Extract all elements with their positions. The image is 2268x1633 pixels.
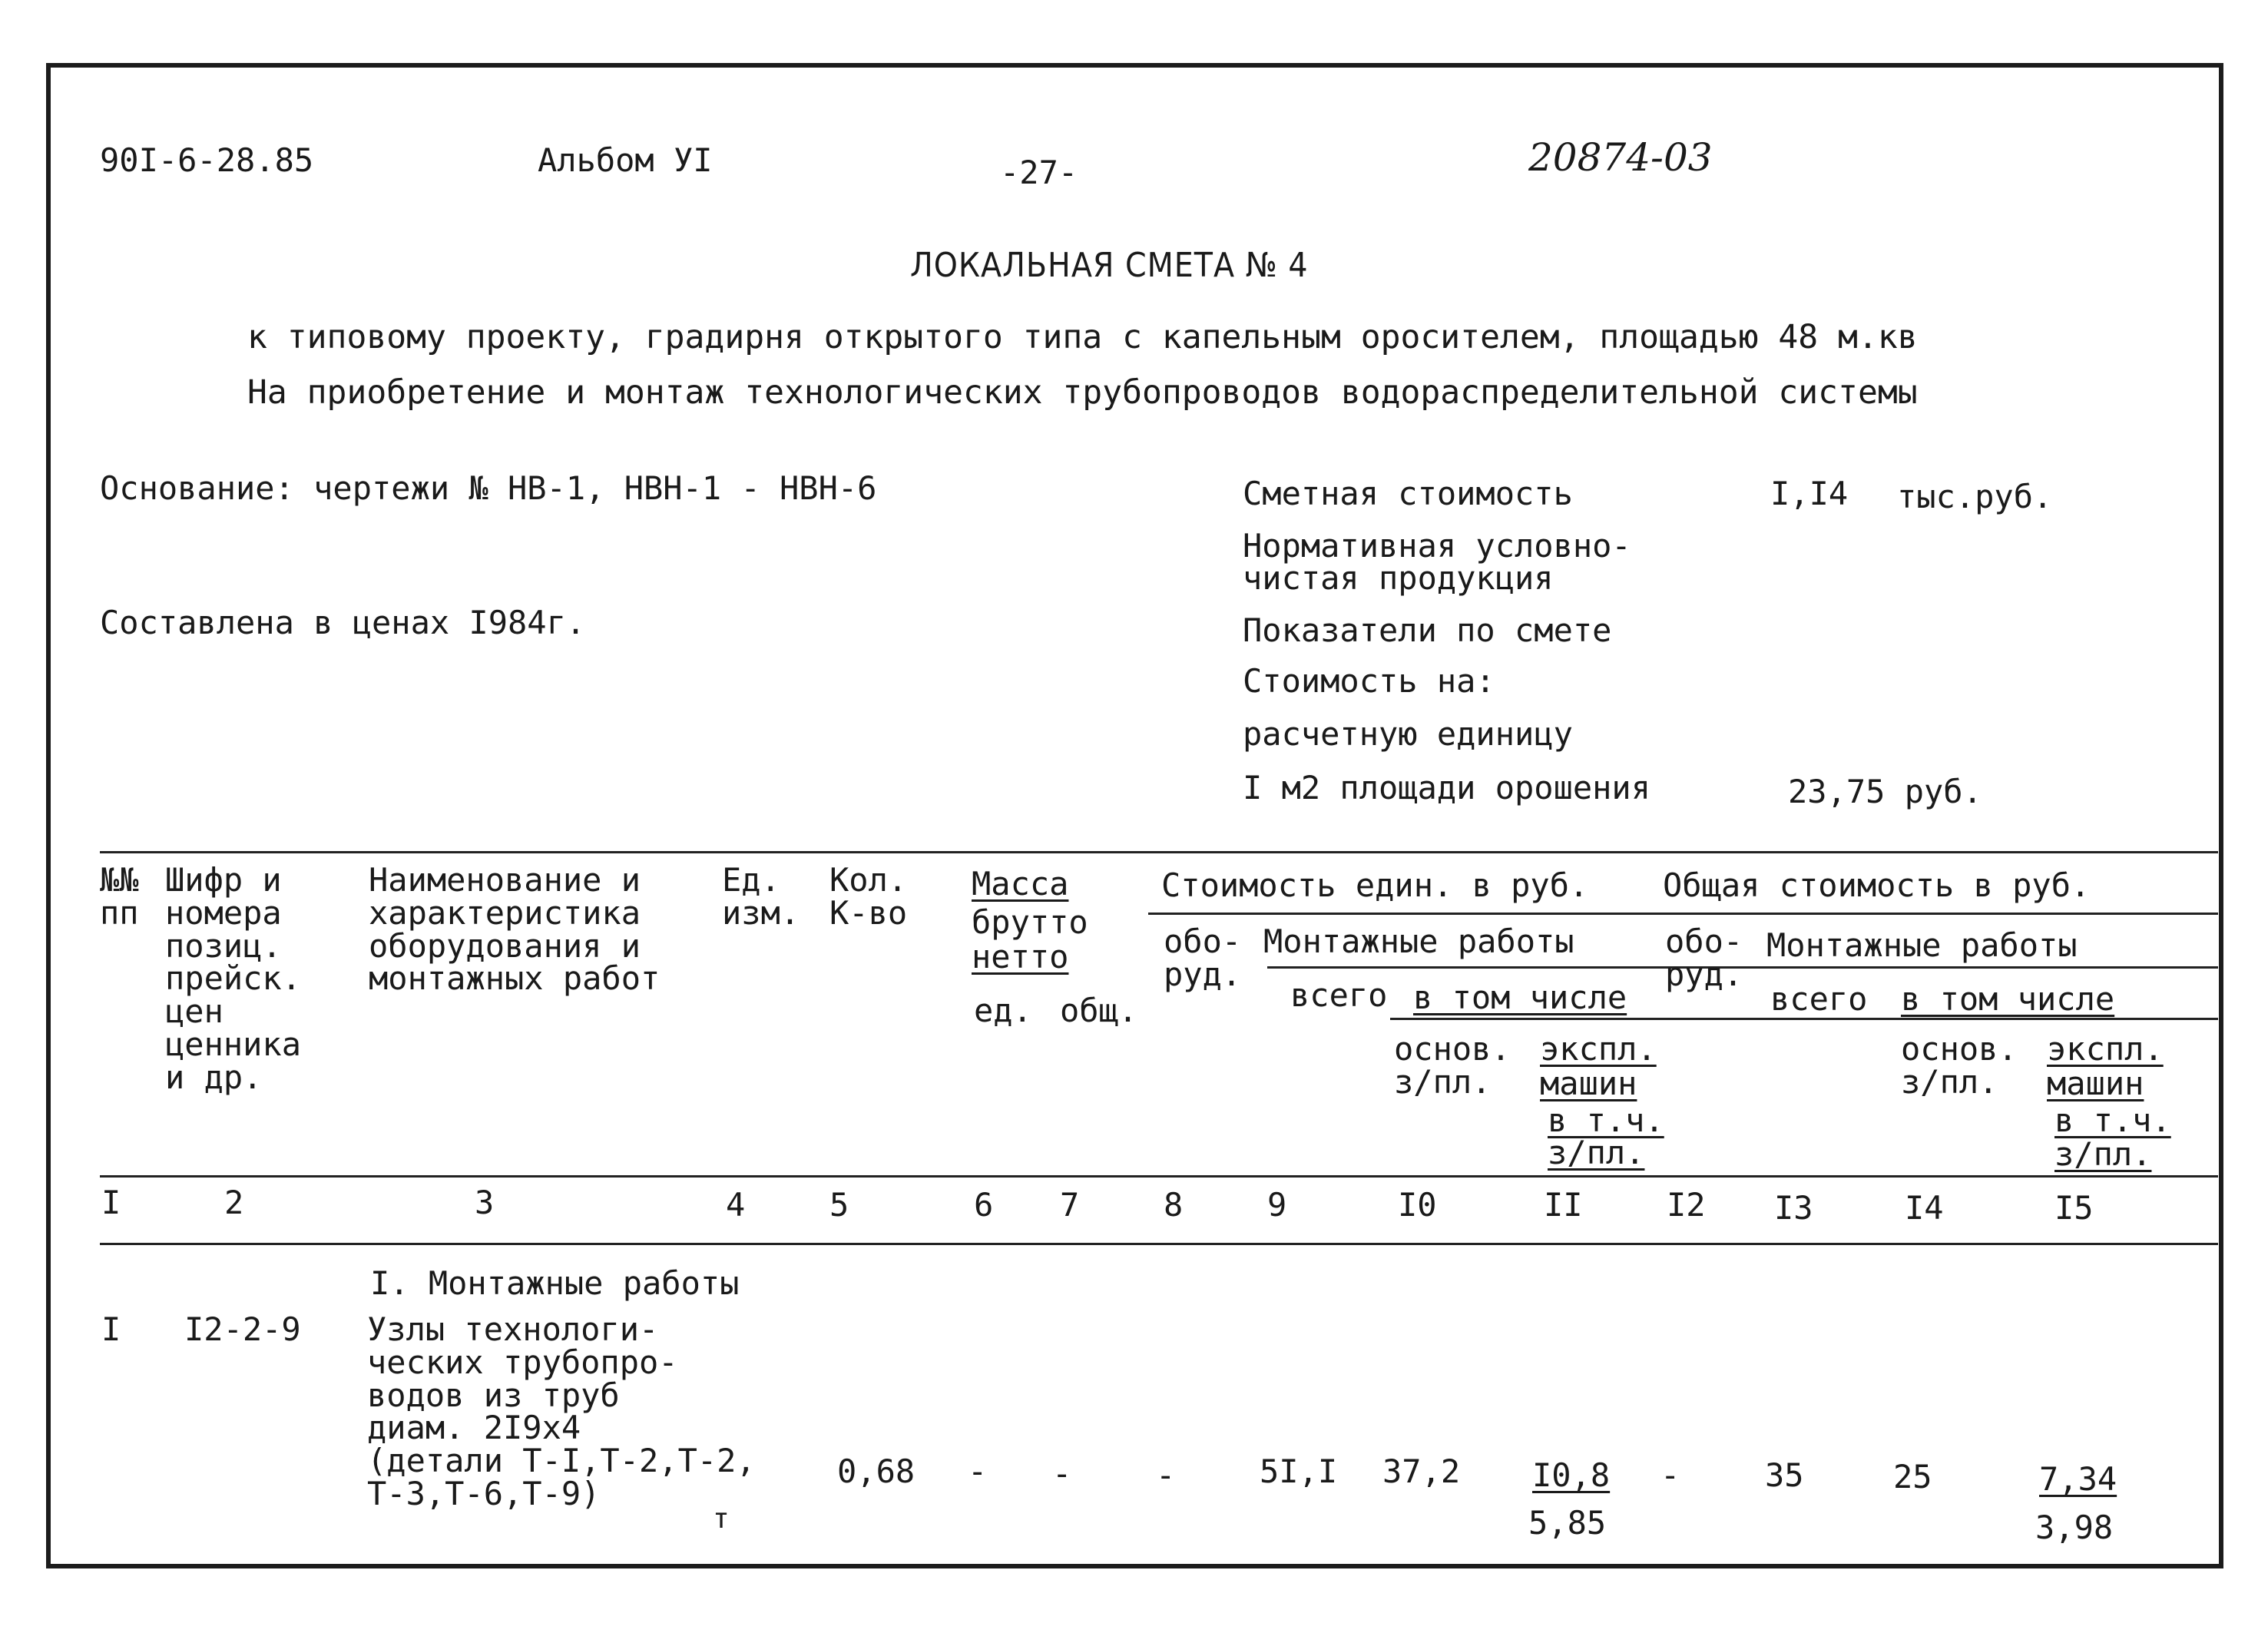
header-mashin-total: машин <box>2047 1065 2144 1102</box>
area-label: I м2 площади орошения <box>1243 769 1651 807</box>
header-equip-total: обо- руд. <box>1665 922 1743 993</box>
header-vtom-unit: в том числе <box>1413 979 1627 1016</box>
basis-prices: Составлена в ценах I984г. <box>100 604 586 641</box>
header-vtom-total: в том числе <box>1901 980 2115 1018</box>
header-total-cost: Общая стоимость в руб. <box>1663 866 2091 904</box>
subheader-rule <box>1390 1018 2218 1020</box>
header-bottom-rule <box>100 1175 2218 1178</box>
header-install-unit: Монтажные работы <box>1263 922 1574 960</box>
row-total: 35 <box>1765 1456 1804 1494</box>
row-mass-total: - <box>1052 1455 1072 1492</box>
row-total-machines: 7,34 <box>2039 1460 2117 1498</box>
col-num-4: 4 <box>726 1186 746 1224</box>
col-num-5: 5 <box>829 1186 849 1224</box>
header-mass-obsh: общ. <box>1060 992 1138 1029</box>
header-col5: Кол. К-во <box>829 861 908 932</box>
row-install-total: 5I,I <box>1260 1452 1338 1490</box>
col-num-11: II <box>1544 1186 1583 1224</box>
cost-unit: тыс.руб. <box>1897 478 2053 515</box>
col-num-13: I3 <box>1774 1189 1813 1227</box>
header-zpl-unit: з/пл. <box>1548 1134 1645 1171</box>
row-unit: т <box>713 1503 730 1535</box>
header-unit-cost: Стоимость един. в руб. <box>1161 866 1589 904</box>
estimate-title: ЛОКАЛЬНАЯ СМЕТА № 4 <box>910 246 1309 285</box>
header-vtch-unit: в т.ч. <box>1548 1101 1664 1139</box>
column-number-rule <box>100 1243 2218 1245</box>
project-code: 90I-6-28.85 <box>100 141 314 179</box>
header-ekspl-unit: экспл. <box>1540 1030 1657 1068</box>
header-col3: Наименование и характеристика оборудования и монтажных работ <box>369 861 661 998</box>
cost-label: Сметная стоимость <box>1243 475 1573 512</box>
col-num-6: 6 <box>974 1186 994 1224</box>
header-vsego-total: всего <box>1770 980 1868 1018</box>
title-line-1: к типовому проекту, градирня открытого типа с капельным оросителем, площадью 48 м.кв <box>247 318 1918 356</box>
area-value: 23,75 руб. <box>1788 773 1982 810</box>
table-top-rule <box>100 851 2218 853</box>
col-num-10: I0 <box>1398 1186 1437 1224</box>
row-equip-total: - <box>1660 1456 1680 1494</box>
unit-label: расчетную единицу <box>1243 715 1573 753</box>
header-vsego-unit: всего <box>1290 976 1388 1014</box>
row-name: Узлы технологи- ческих трубопро- водов из труб диам. 2I9х4 (детали Т-I,Т-2,Т-2, Т-3,Т-6,Т-9) <box>367 1310 756 1513</box>
normative-line-1: Нормативная условно- <box>1243 527 1631 565</box>
header-osnov-unit: основ. з/пл. <box>1394 1030 1511 1101</box>
title-line-2: На приобретение и монтаж технологических трубопроводов водораспределительной системы <box>247 373 1918 412</box>
col-num-7: 7 <box>1060 1186 1080 1224</box>
row-install-base: 37,2 <box>1382 1452 1461 1490</box>
cost-per-label: Стоимость на: <box>1243 662 1495 700</box>
cost-value: I,I4 <box>1770 475 1849 512</box>
indicators-label: Показатели по смете <box>1243 611 1612 649</box>
album-label: Альбом УI <box>538 141 713 179</box>
header-col1: №№ пп <box>100 861 139 932</box>
header-equip-unit: обо- руд. <box>1164 922 1242 993</box>
page-number: -27- <box>1000 154 1078 191</box>
header-col4: Ед. изм. <box>722 861 800 932</box>
header-vtch-total: в т.ч. <box>2054 1101 2171 1139</box>
row-mass-ed: - <box>968 1452 988 1490</box>
col-num-15: I5 <box>2054 1189 2094 1227</box>
section-title: I. Монтажные работы <box>370 1264 740 1302</box>
header-mashin-unit: машин <box>1540 1065 1637 1102</box>
document-number: 20874-03 <box>1528 135 1713 180</box>
row-total-base: 25 <box>1893 1458 1932 1496</box>
col-num-9: 9 <box>1267 1186 1287 1224</box>
col-num-12: I2 <box>1667 1186 1706 1224</box>
col-num-1: I <box>101 1184 121 1221</box>
header-ekspl-total: экспл. <box>2047 1030 2164 1068</box>
row-total-machines-wage: 3,98 <box>2035 1509 2114 1546</box>
row-code: I2-2-9 <box>184 1310 301 1348</box>
header-col2: Шифр и номера позиц. прейск. цен ценника и др. <box>165 861 302 1096</box>
row-machines: I0,8 <box>1532 1456 1611 1494</box>
header-mass-ed: ед. <box>974 992 1032 1029</box>
header-brutto: брутто <box>972 903 1088 941</box>
header-mass: Масса <box>972 865 1069 903</box>
row-machines-wage: 5,85 <box>1528 1504 1607 1542</box>
row-qty: 0,68 <box>837 1452 915 1490</box>
cost-header-rule <box>1148 913 2218 915</box>
header-netto: нетто <box>972 938 1069 975</box>
header-zpl-total: з/пл. <box>2054 1135 2152 1173</box>
col-num-14: I4 <box>1905 1189 1944 1227</box>
col-num-3: 3 <box>475 1184 495 1221</box>
normative-line-2: чистая продукция <box>1243 559 1554 597</box>
row-equip-unit: - <box>1156 1456 1176 1494</box>
basis-drawings: Основание: чертежи № НВ-1, НВН-1 - НВН-6 <box>100 469 877 507</box>
col-num-2: 2 <box>224 1184 244 1221</box>
col-num-8: 8 <box>1164 1186 1184 1224</box>
row-number: I <box>101 1310 121 1348</box>
header-osnov-total: основ. з/пл. <box>1901 1030 2018 1101</box>
header-install-total: Монтажные работы <box>1766 926 2078 964</box>
